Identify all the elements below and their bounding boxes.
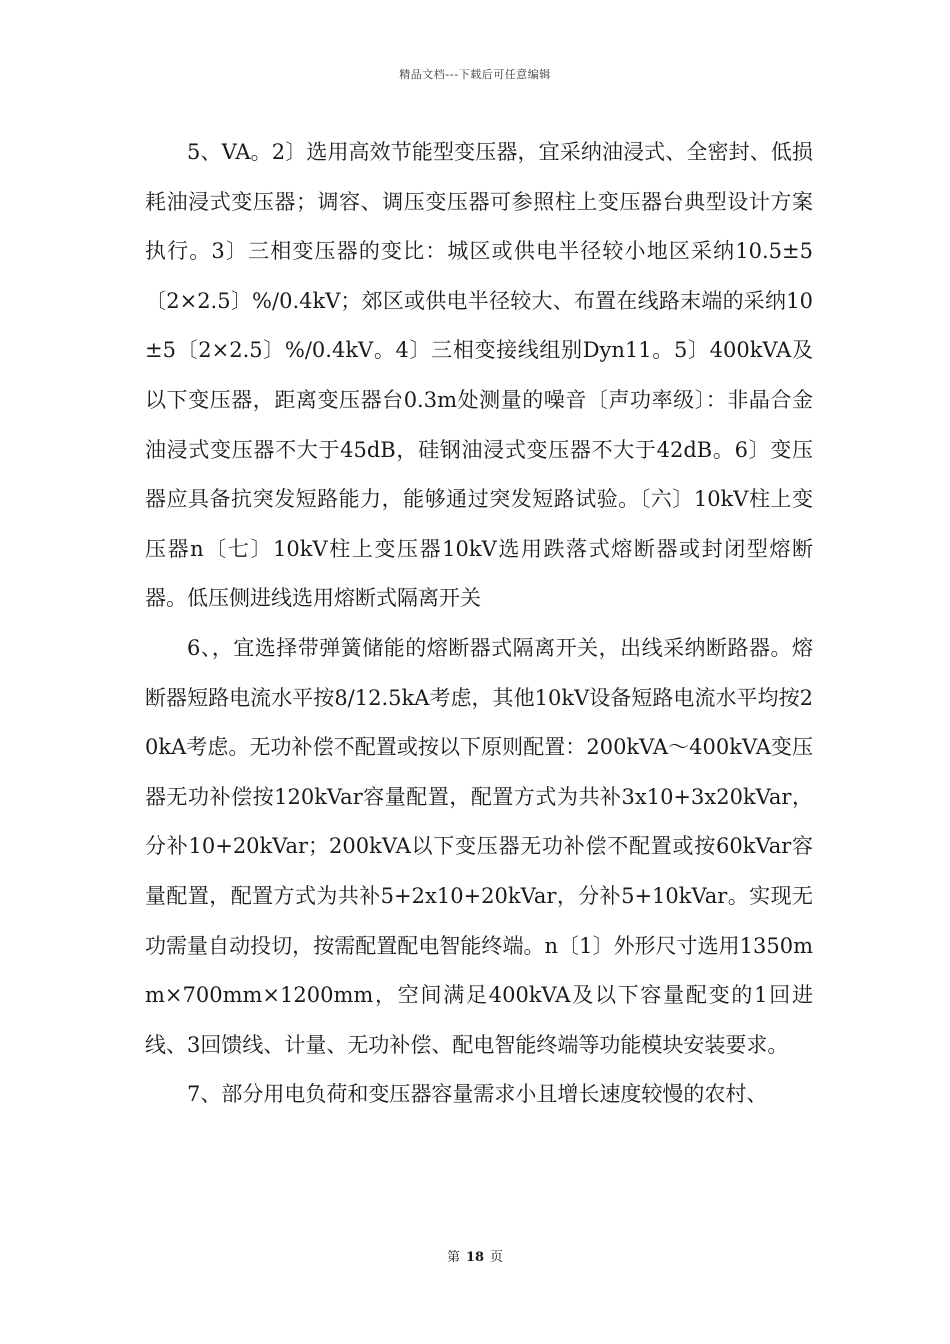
paragraph-5: 5、VA。2〕选用高效节能型变压器，宜采纳油浸式、全密封、低损耗油浸式变压器；调容、调压变压器可参照柱上变压器台典型设计方案执行。3〕三相变压器的变比：城区或供电半径较小地区采纳10.5±5〔2×2.5〕%/0.4kV；郊区或供电半径较大、布置在线路末端的采纳10±5〔2×2.5〕%/0.4kV。4〕三相变接线组别Dyn11。5〕400kVA及以下变压器，距离变压器台0.3m处测量的噪音〔声功率级〕：非晶合金油浸式变压器不大于45dB，硅钢油浸式变压器不大于42dB。6〕变压器应具备抗突发短路能力，能够通过突发短路试验。〔六〕10kV柱上变压器n〔七〕10kV柱上变压器10kV选用跌落式熔断器或封闭型熔断器。低压侧进线选用熔断式隔离开关 bbox=[145, 140, 813, 611]
page-footer bbox=[0, 1246, 950, 1265]
page-footer-suffix: 页 bbox=[490, 1250, 504, 1265]
paragraph-7: 7、部分用电负荷和变压器容量需求小且增长速度较慢的农村、 bbox=[187, 1082, 768, 1107]
paragraph-6: 6、，宜选择带弹簧储能的熔断器式隔离开关，出线采纳断路器。熔断器短路电流水平按8/12.5kA考虑，其他10kV设备短路电流水平均按20kA考虑。无功补偿不配置或按以下原则配置：200kVA～400kVA变压器无功补偿按120kVar容量配置，配置方式为共补3x10+3x20kVar，分补10+20kVar；200kVA以下变压器无功补偿不配置或按60kVar容量配置，配置方式为共补5+2x10+20kVar，分补5+10kVar。实现无功需量自动投切，按需配置配电智能终端。n〔1〕外形尺寸选用1350mm×700mm×1200mm，空间满足400kVA及以下容量配变的1回进线、3回馈线、计量、无功补偿、配电智能终端等功能模块安装要求。 bbox=[145, 635, 813, 1057]
document-body bbox=[145, 128, 813, 1120]
page-header: 精品文档---下载后可任意编辑 bbox=[399, 68, 551, 81]
page-footer-prefix: 第 bbox=[446, 1250, 460, 1265]
page-number: 18 bbox=[465, 1250, 485, 1265]
